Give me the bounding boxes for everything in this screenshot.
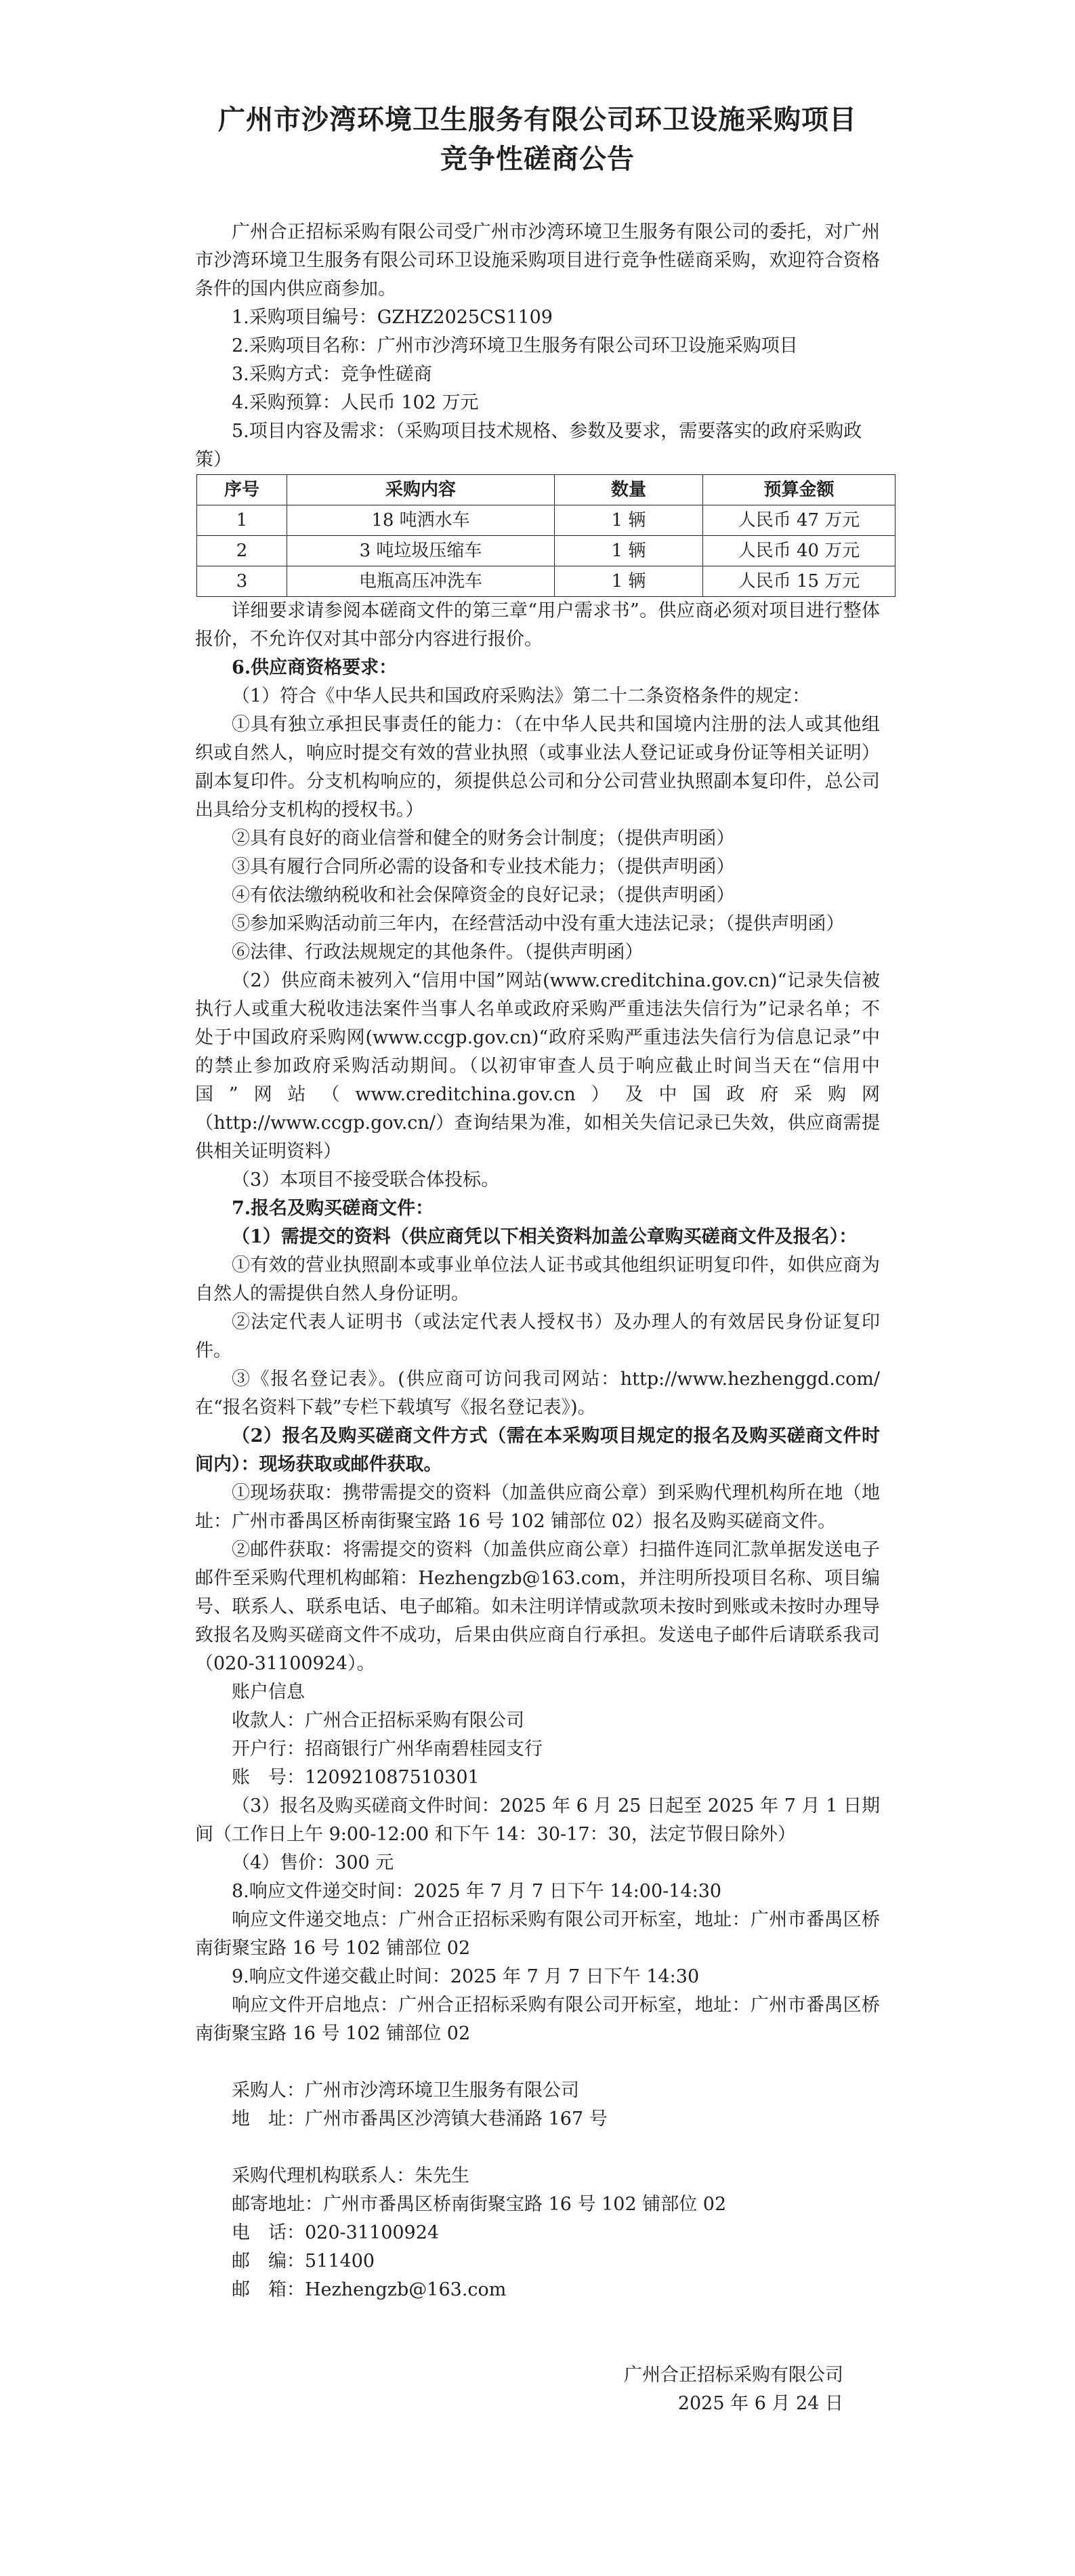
section-6-condition-5: ⑤参加采购活动前三年内，在经营活动中没有重大违法记录；（提供声明函）	[232, 913, 845, 934]
section-7-sub-3: （3）报名及购买磋商文件时间：2025 年 6 月 25 日起至 2025 年 7 月 1 日期间（工作日上午 9:00-12:00 和下午 14：30-17：30，法定节假日除外）	[195, 1795, 880, 1845]
project-content-heading: 5.项目内容及需求：（采购项目技术规格、参数及要求，需要落实的政府采购政策）	[195, 421, 862, 470]
requirements-table	[196, 474, 895, 597]
section-7-document-1: ①有效的营业执照副本或事业单位法人证书或其他组织证明复印件，如供应商为自然人的需提供自然人身份证明。	[195, 1255, 880, 1304]
section-7-document-2: ②法定代表人证明书（或法定代表人授权书）及办理人的有效居民身份证复印件。	[195, 1312, 880, 1361]
section-7-heading: 7.报名及购买磋商文件：	[232, 1198, 434, 1219]
table-cell: 人民币 40 万元	[703, 536, 895, 566]
table-cell: 电瓶高压冲洗车	[287, 566, 555, 597]
table-header-cell: 采购内容	[287, 475, 555, 505]
table-row	[197, 566, 895, 597]
table-cell: 1 辆	[555, 566, 703, 597]
table-header-cell: 数量	[555, 475, 703, 505]
table-cell: 人民币 47 万元	[703, 505, 895, 536]
intro-paragraph: 广州合正招标采购有限公司受广州市沙湾环境卫生服务有限公司的委托，对广州市沙湾环境卫生服务有限公司环卫设施采购项目进行竞争性磋商采购，欢迎符合资格条件的国内供应商参加。	[195, 222, 880, 299]
agent-email: 邮 箱：Hezhengzb@163.com	[232, 2279, 507, 2300]
spacer	[195, 2304, 880, 2361]
section-7-document-3: ③《报名登记表》。(供应商可访问我司网站：http://www.hezhenggd.com/在“报名资料下载”专栏下载填写《报名登记表》)。	[195, 1369, 880, 1418]
section-7-sub-1: （1）需提交的资料（供应商凭以下相关资料加盖公章购买磋商文件及报名）：	[232, 1226, 858, 1247]
agent-mail-address: 邮寄地址：广州市番禺区桥南街聚宝路 16 号 102 铺部位 02	[232, 2194, 727, 2215]
procurement-budget: 4.采购预算：人民币 102 万元	[232, 392, 479, 413]
project-number: 1.采购项目编号：GZHZ2025CS1109	[232, 307, 553, 328]
section-6-clause-3: （3）本项目不接受联合体投标。	[232, 1169, 500, 1190]
signature-org: 广州合正招标采购有限公司	[624, 2365, 843, 2386]
section-6-condition-1: ①具有独立承担民事责任的能力：（在中华人民共和国境内注册的法人或其他组织或自然人，响应时提交有效的营业执照（或事业法人登记证或身份证等相关证明）副本复印件。分支机构响应的，须提供总公司和分公司营业执照副本复印件，总公司出具给分支机构的授权书。）	[195, 714, 880, 820]
table-cell: 1 辆	[555, 505, 703, 536]
title-line-2: 竞争性磋商公告	[440, 143, 635, 175]
table-cell: 人民币 15 万元	[703, 566, 895, 597]
table-row	[197, 536, 895, 566]
buyer-name: 采购人：广州市沙湾环境卫生服务有限公司	[232, 2080, 579, 2101]
procurement-method: 3.采购方式：竞争性磋商	[232, 364, 432, 385]
table-row	[197, 505, 895, 536]
section-6-condition-2: ②具有良好的商业信誉和健全的财务会计制度；（提供声明函）	[232, 828, 735, 849]
section-7-method-email: ②邮件获取：将需提交的资料（加盖供应商公章）扫描件连同汇款单据发送电子邮件至采购代理机构邮箱：Hezhengzb@163.com，并注明所投项目名称、项目编号、联系人、联系电话、电子邮箱。如未注明详情或款项未按时到账或未按时办理导致报名及购买磋商文件不成功，后果由供应商自行承担。发送电子邮件后请联系我司（020-31100924）。	[195, 1539, 880, 1674]
table-cell: 1	[197, 505, 287, 536]
table-cell: 1 辆	[555, 536, 703, 566]
section-6-clause-2: （2）供应商未被列入“信用中国”网站(www.creditchina.gov.cn)“记录失信被执行人或重大税收违法案件当事人名单或政府采购严重违法失信行为”记录名单；不处于中国政府采购网(www.ccgp.gov.cn)“政府采购严重违法失信行为信息记录”中的禁止参加政府采购活动期间。（以初审审查人员于响应截止时间当天在“信用中国”网站（www.creditchina.gov.cn）及中国政府采购网（http://www.ccgp.gov.cn/）查询结果为准，如相关失信记录已失效，供应商需提供相关证明资料）	[195, 970, 880, 1162]
table-header-cell: 序号	[197, 475, 287, 505]
section-6-condition-4: ④有依法缴纳税收和社会保障资金的良好记录；（提供声明函）	[232, 885, 735, 906]
account-info-title: 账户信息	[232, 1682, 305, 1703]
spacer	[195, 2048, 880, 2077]
account-bank: 开户行：招商银行广州华南碧桂园支行	[232, 1739, 543, 1760]
table-cell: 2	[197, 536, 287, 566]
title-block	[195, 100, 880, 179]
table-cell: 3	[197, 566, 287, 597]
table-header-cell: 预算金额	[703, 475, 895, 505]
section-6-clause-1: （1）符合《中华人民共和国政府采购法》第二十二条资格条件的规定：	[232, 686, 811, 707]
project-name: 2.采购项目名称：广州市沙湾环境卫生服务有限公司环卫设施采购项目	[232, 335, 798, 356]
agent-phone: 电 话：020-31100924	[232, 2222, 440, 2243]
section-8-time: 8.响应文件递交时间：2025 年 7 月 7 日下午 14:00-14:30	[232, 1881, 722, 1902]
agent-contact: 采购代理机构联系人：朱先生	[232, 2165, 469, 2186]
section-6-heading: 6.供应商资格要求：	[232, 657, 398, 678]
table-note: 详细要求请参阅本磋商文件的第三章“用户需求书”。供应商必须对项目进行整体报价，不允许仅对其中部分内容进行报价。	[195, 600, 880, 650]
title-line-1: 广州市沙湾环境卫生服务有限公司环卫设施采购项目	[218, 104, 857, 136]
section-6-condition-6: ⑥法律、行政法规规定的其他条件。（提供声明函）	[232, 942, 644, 963]
section-9-deadline: 9.响应文件递交截止时间：2025 年 7 月 7 日下午 14:30	[232, 1966, 700, 1987]
table-header-row	[197, 475, 895, 505]
section-9-place: 响应文件开启地点：广州合正招标采购有限公司开标室，地址：广州市番禺区桥南街聚宝路 16 号 102 铺部位 02	[195, 1995, 880, 2044]
section-7-method-onsite: ①现场获取：携带需提交的资料（加盖供应商公章）到采购代理机构所在地（地址：广州市番禺区桥南街聚宝路 16 号 102 铺部位 02）报名及购买磋商文件。	[195, 1482, 880, 1532]
section-8-place: 响应文件递交地点：广州合正招标采购有限公司开标室，地址：广州市番禺区桥南街聚宝路 16 号 102 铺部位 02	[195, 1909, 880, 1959]
table-cell: 3 吨垃圾压缩车	[287, 536, 555, 566]
section-6-condition-3: ③具有履行合同所必需的设备和专业技术能力；（提供声明函）	[232, 856, 735, 877]
account-payee: 收款人：广州合正招标采购有限公司	[232, 1710, 524, 1731]
section-7-sub-2: （2）报名及购买磋商文件方式（需在本采购项目规定的报名及购买磋商文件时间内）：现场获取或邮件获取。	[195, 1426, 880, 1475]
signature-date: 2025 年 6 月 24 日	[677, 2393, 843, 2414]
section-7-sub-4: （4）售价：300 元	[232, 1852, 394, 1873]
account-number: 账 号：120921087510301	[232, 1767, 480, 1788]
buyer-address: 地 址：广州市番禺区沙湾镇大巷涌路 167 号	[232, 2108, 608, 2130]
table-cell: 18 吨洒水车	[287, 505, 555, 536]
spacer	[195, 2134, 880, 2162]
agent-postcode: 邮 编：511400	[232, 2251, 375, 2272]
